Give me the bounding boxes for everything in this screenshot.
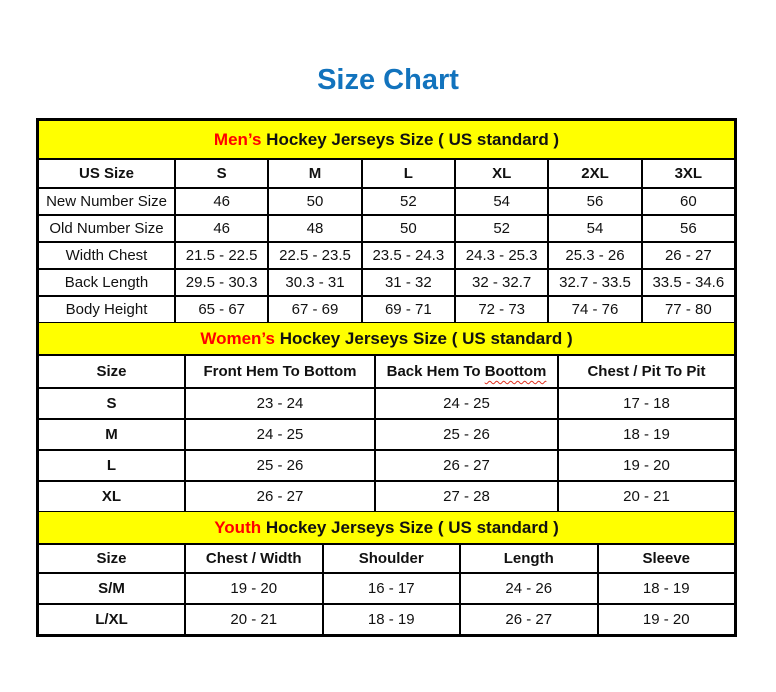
womens-cell: 19 - 20	[557, 449, 734, 480]
mens-table-row	[39, 241, 734, 268]
mens-cell: 46	[174, 214, 267, 241]
womens-column-header-row	[39, 356, 734, 387]
youth-cell: 18 - 19	[322, 603, 460, 634]
womens-back-hem-misspelled-word: Boottom	[484, 363, 547, 380]
mens-cell: 52	[361, 187, 454, 214]
mens-cell: 24.3 - 25.3	[454, 241, 547, 268]
youth-column-header: Shoulder	[322, 545, 460, 572]
womens-cell: 17 - 18	[557, 387, 734, 418]
mens-cell: 30.3 - 31	[267, 268, 360, 295]
youth-cell: 19 - 20	[597, 603, 735, 634]
womens-row-label: S	[39, 387, 184, 418]
mens-row-label: Body Height	[39, 295, 174, 322]
womens-row-label: XL	[39, 480, 184, 511]
womens-cell: 27 - 28	[374, 480, 557, 511]
mens-cell: 54	[547, 214, 640, 241]
womens-table-row	[39, 387, 734, 418]
mens-column-header-row	[39, 160, 734, 187]
womens-column-header	[374, 356, 557, 387]
youth-column-header: Size	[39, 545, 184, 572]
youth-column-header: Length	[459, 545, 597, 572]
mens-cell: 32 - 32.7	[454, 268, 547, 295]
mens-column-header: 2XL	[547, 160, 640, 187]
youth-cell: 19 - 20	[184, 572, 322, 603]
mens-column-header: M	[267, 160, 360, 187]
youth-column-header-row	[39, 545, 734, 572]
womens-cell: 20 - 21	[557, 480, 734, 511]
mens-section-header-rest: Hockey Jerseys Size ( US standard )	[261, 129, 560, 149]
womens-section-header-accent: Women’s	[200, 328, 275, 348]
mens-column-header: XL	[454, 160, 547, 187]
youth-table-row	[39, 572, 734, 603]
youth-cell: 26 - 27	[459, 603, 597, 634]
mens-row-label: New Number Size	[39, 187, 174, 214]
mens-table-row	[39, 295, 734, 322]
mens-cell: 74 - 76	[547, 295, 640, 322]
mens-cell: 21.5 - 22.5	[174, 241, 267, 268]
mens-column-header: L	[361, 160, 454, 187]
womens-table-row	[39, 418, 734, 449]
womens-cell: 25 - 26	[184, 449, 374, 480]
mens-cell: 52	[454, 214, 547, 241]
youth-table-row	[39, 603, 734, 634]
mens-row-label: Old Number Size	[39, 214, 174, 241]
mens-section-header-accent: Men’s	[213, 129, 262, 149]
mens-cell: 31 - 32	[361, 268, 454, 295]
womens-column-header: Front Hem To Bottom	[184, 356, 374, 387]
mens-cell: 65 - 67	[174, 295, 267, 322]
mens-column-header: S	[174, 160, 267, 187]
mens-cell: 23.5 - 24.3	[361, 241, 454, 268]
mens-cell: 60	[641, 187, 734, 214]
mens-cell: 29.5 - 30.3	[174, 268, 267, 295]
youth-row-label: S/M	[39, 572, 184, 603]
mens-cell: 67 - 69	[267, 295, 360, 322]
mens-cell: 50	[267, 187, 360, 214]
womens-section-header-rest: Hockey Jerseys Size ( US standard )	[274, 328, 573, 348]
womens-table-row	[39, 449, 734, 480]
womens-section-header	[39, 322, 734, 356]
mens-row-label: Width Chest	[39, 241, 174, 268]
youth-cell: 16 - 17	[322, 572, 460, 603]
youth-cell: 18 - 19	[597, 572, 735, 603]
mens-table-row	[39, 268, 734, 295]
size-chart-table	[36, 118, 737, 637]
mens-table-row	[39, 214, 734, 241]
mens-cell: 32.7 - 33.5	[547, 268, 640, 295]
womens-column-header: Size	[39, 356, 184, 387]
womens-column-header: Chest / Pit To Pit	[557, 356, 734, 387]
youth-column-header: Chest / Width	[184, 545, 322, 572]
youth-row-label: L/XL	[39, 603, 184, 634]
womens-cell: 23 - 24	[184, 387, 374, 418]
womens-row-label: M	[39, 418, 184, 449]
mens-column-header: US Size	[39, 160, 174, 187]
mens-cell: 50	[361, 214, 454, 241]
mens-cell: 69 - 71	[361, 295, 454, 322]
youth-section-header	[39, 511, 734, 545]
mens-table-row	[39, 187, 734, 214]
mens-cell: 77 - 80	[641, 295, 734, 322]
womens-row-label: L	[39, 449, 184, 480]
mens-cell: 48	[267, 214, 360, 241]
mens-cell: 33.5 - 34.6	[641, 268, 734, 295]
mens-section-header	[39, 121, 734, 160]
womens-cell: 26 - 27	[184, 480, 374, 511]
womens-cell: 24 - 25	[184, 418, 374, 449]
womens-cell: 18 - 19	[557, 418, 734, 449]
mens-cell: 56	[641, 214, 734, 241]
mens-cell: 56	[547, 187, 640, 214]
mens-cell: 22.5 - 23.5	[267, 241, 360, 268]
youth-section-header-rest: Hockey Jerseys Size ( US standard )	[261, 517, 559, 537]
womens-cell: 26 - 27	[374, 449, 557, 480]
youth-column-header: Sleeve	[597, 545, 735, 572]
mens-cell: 54	[454, 187, 547, 214]
size-chart-title: Size Chart	[317, 64, 459, 96]
mens-cell: 72 - 73	[454, 295, 547, 322]
womens-table-row	[39, 480, 734, 511]
youth-cell: 24 - 26	[459, 572, 597, 603]
youth-section-header-accent: Youth	[214, 517, 262, 537]
womens-cell: 24 - 25	[374, 387, 557, 418]
youth-cell: 20 - 21	[184, 603, 322, 634]
womens-back-hem-prefix: Back Hem To	[386, 363, 481, 380]
mens-row-label: Back Length	[39, 268, 174, 295]
mens-cell: 25.3 - 26	[547, 241, 640, 268]
mens-cell: 26 - 27	[641, 241, 734, 268]
womens-cell: 25 - 26	[374, 418, 557, 449]
mens-cell: 46	[174, 187, 267, 214]
mens-column-header: 3XL	[641, 160, 734, 187]
